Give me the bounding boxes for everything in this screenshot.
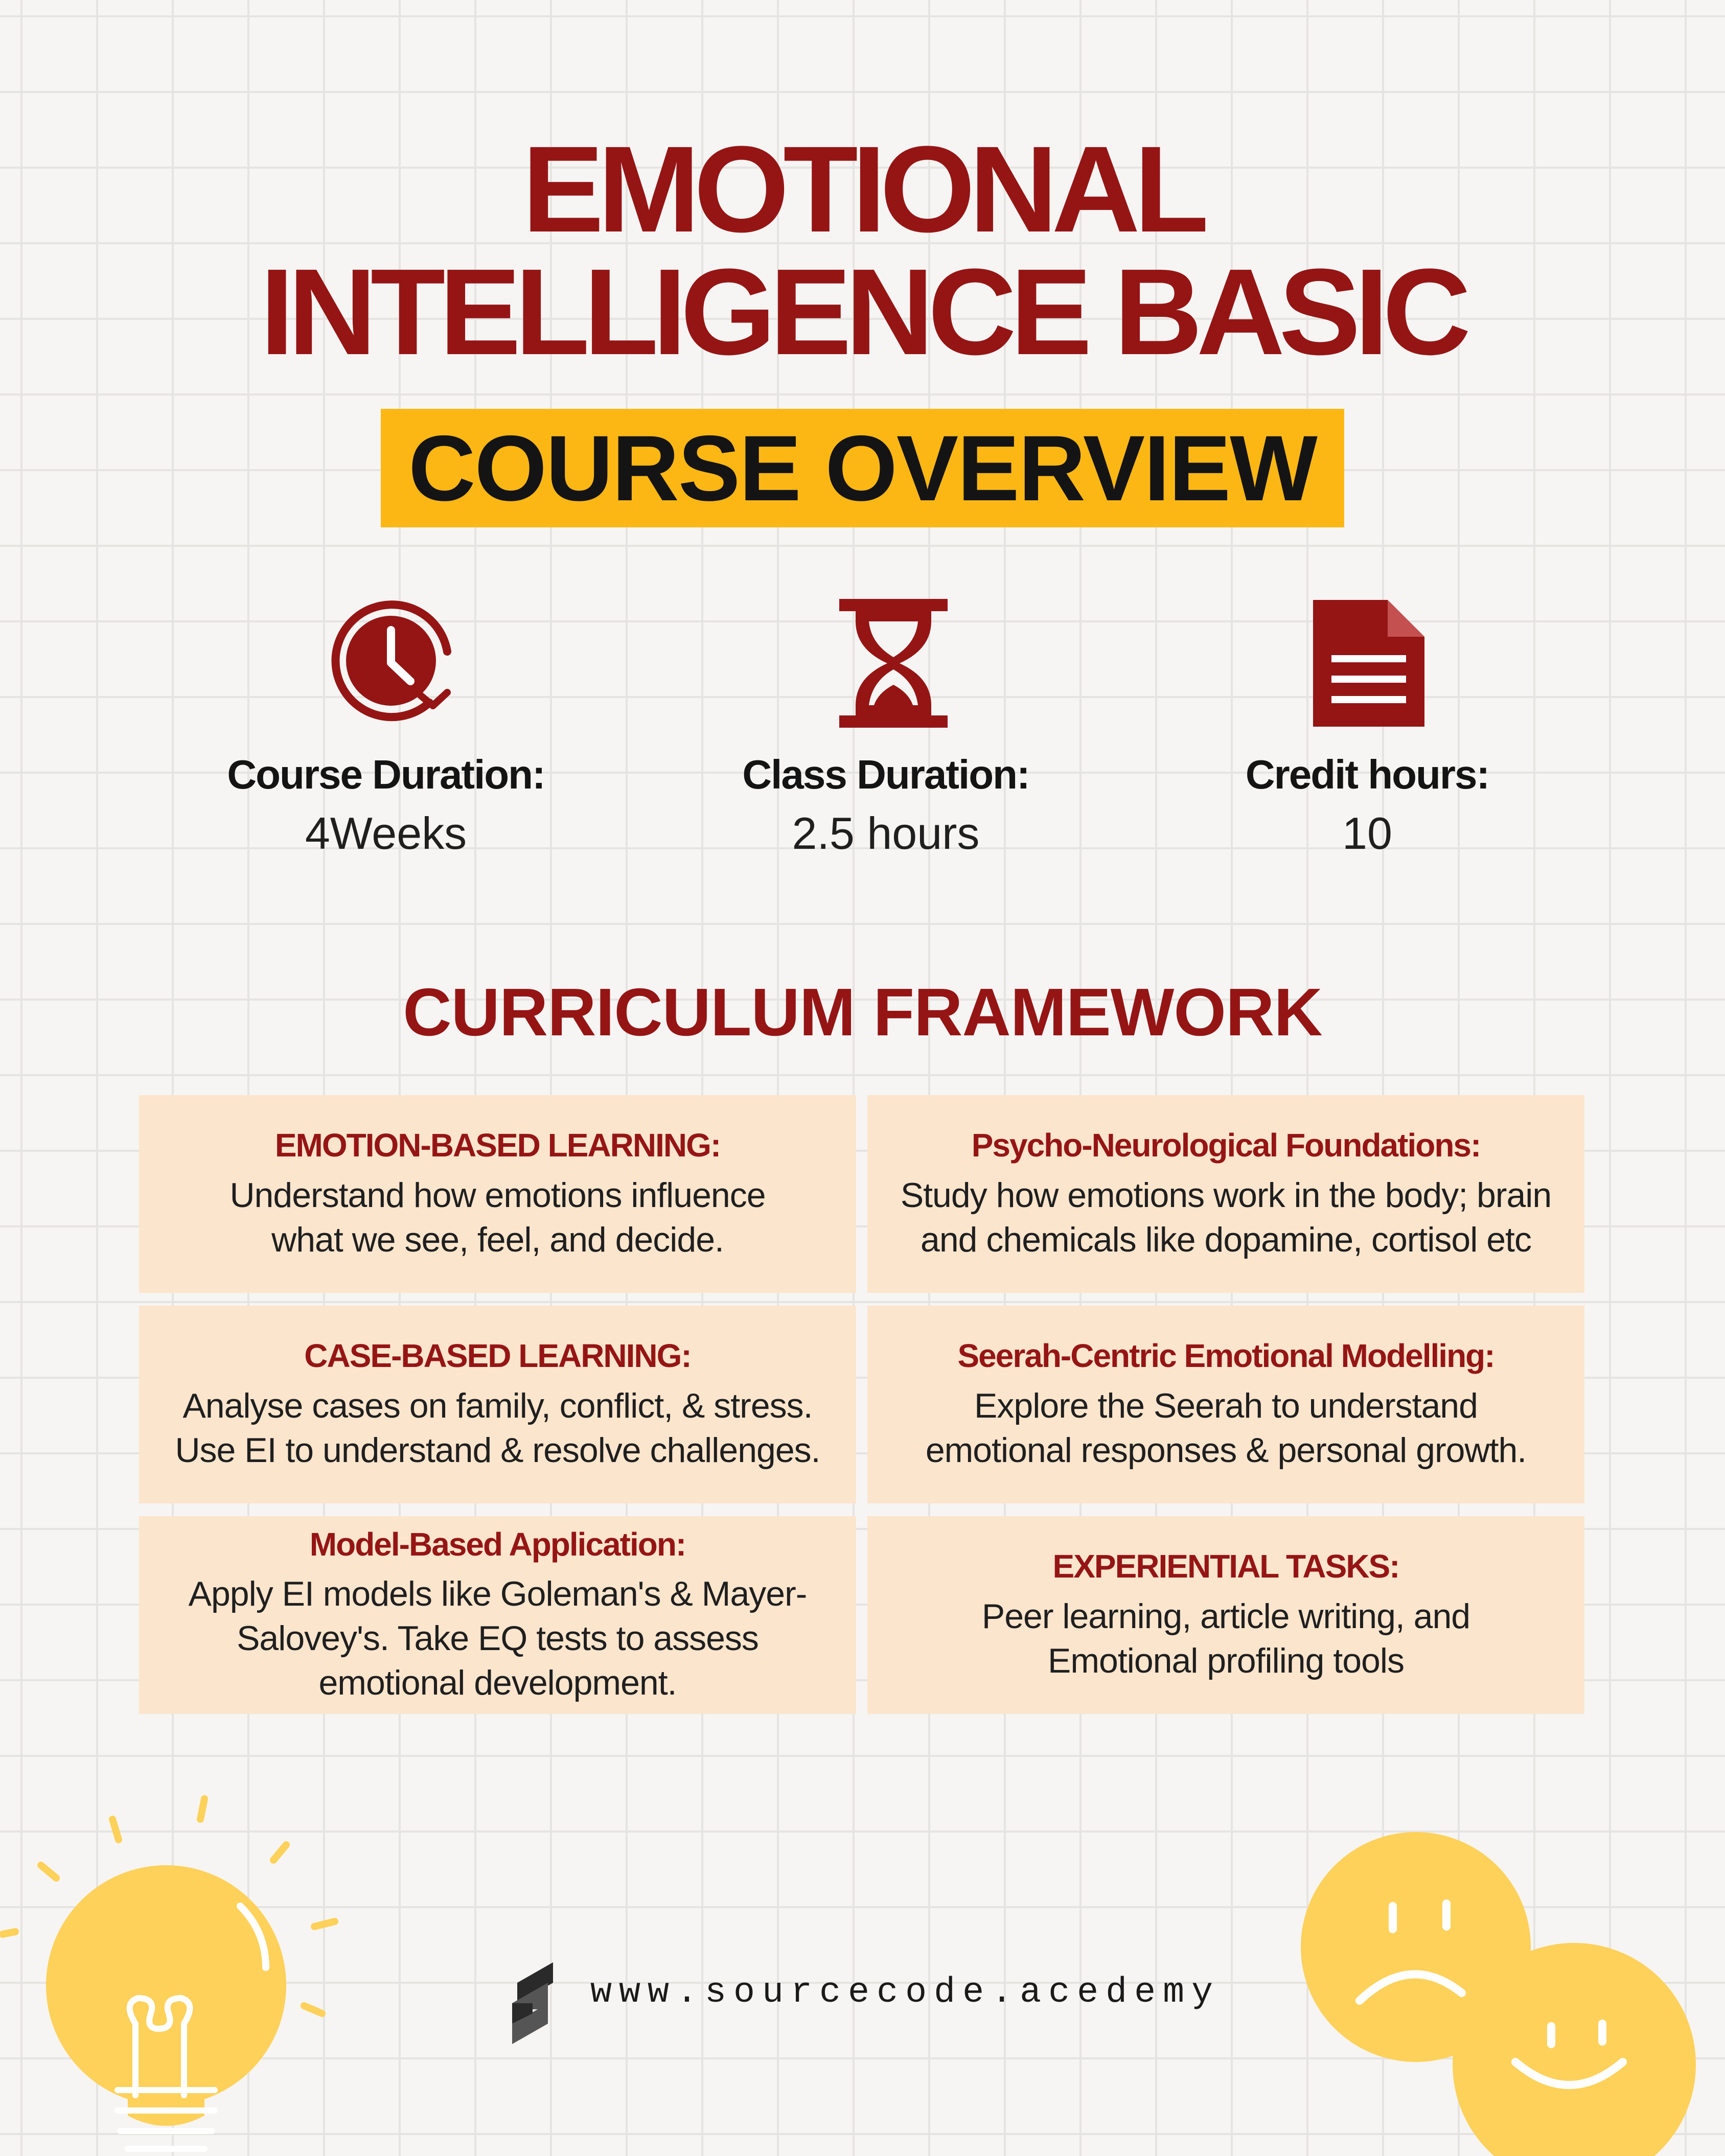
- framework-card: [139, 1095, 856, 1293]
- hourglass-icon: [838, 598, 951, 729]
- card-title: CASE-BASED LEARNING:: [304, 1337, 691, 1375]
- course-overview-heading: COURSE OVERVIEW: [408, 416, 1317, 520]
- s-logo-icon: [507, 1962, 558, 2044]
- framework-card: [867, 1095, 1584, 1293]
- card-title: Psycho-Neurological Foundations:: [971, 1127, 1481, 1164]
- card-body: Study how emotions work in the body; brain and chemicals like dopamine, cortisol etc: [900, 1175, 1552, 1259]
- sad-face-icon: [1293, 1824, 1544, 2065]
- stat-label: Credit hours:: [1245, 752, 1489, 797]
- stat-class-duration: [656, 751, 1116, 860]
- stat-value: 4Weeks: [305, 808, 467, 859]
- card-body: Understand how emotions influence what we see, feel, and decide.: [229, 1175, 766, 1259]
- framework-card: [139, 1516, 856, 1714]
- stat-credit-hours: [1137, 751, 1597, 860]
- card-body: Explore the Seerah to understand emotional responses & personal growth.: [925, 1386, 1527, 1470]
- stat-label: Course Duration:: [227, 752, 545, 797]
- lightbulb-icon: [0, 1789, 358, 2156]
- framework-card: [867, 1516, 1584, 1714]
- stat-value: 2.5 hours: [792, 808, 980, 859]
- course-overview-banner: [381, 409, 1344, 527]
- curriculum-framework-heading: CURRICULUM FRAMEWORK: [403, 975, 1322, 1050]
- card-title: Model-Based Application:: [309, 1525, 686, 1563]
- card-title: Seerah-Centric Emotional Modelling:: [957, 1337, 1494, 1375]
- page-title-line-2: INTELLIGENCE BASIC: [260, 243, 1465, 380]
- card-body: Analyse cases on family, conflict, & stress. Use EI to understand & resolve challenges.: [175, 1386, 820, 1470]
- stat-value: 10: [1342, 808, 1392, 859]
- card-title: EMOTION-BASED LEARNING:: [274, 1127, 721, 1164]
- stat-course-duration: [156, 751, 616, 860]
- card-body: Peer learning, article writing, and Emotional profiling tools: [981, 1596, 1470, 1680]
- footer-website-link[interactable]: www.sourcecode.acedemy: [590, 1973, 1221, 2013]
- stat-label: Class Duration:: [742, 752, 1029, 797]
- card-title: EXPERIENTIAL TASKS:: [1052, 1548, 1399, 1585]
- page-title-line-1: EMOTIONAL: [522, 121, 1203, 258]
- clock-icon: [319, 595, 473, 733]
- framework-card: [139, 1306, 856, 1503]
- framework-card: [867, 1306, 1584, 1503]
- card-body: Apply EI models like Goleman's & Mayer-Salovey's. Take EQ tests to assess emotional development.: [188, 1574, 807, 1703]
- document-icon: [1311, 598, 1427, 729]
